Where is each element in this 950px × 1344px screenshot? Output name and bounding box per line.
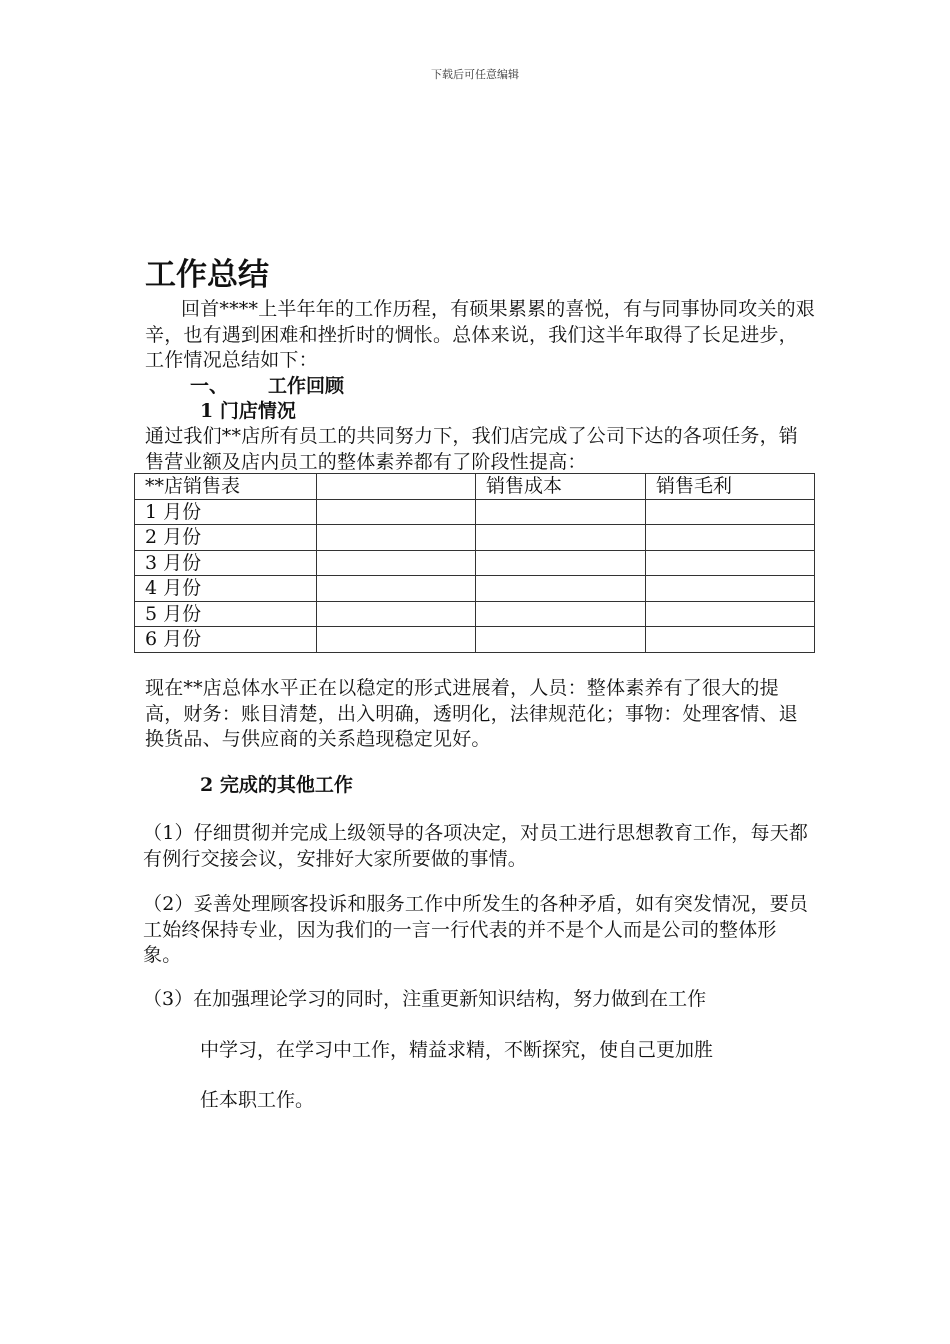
- subheading-other-work: 2 完成的其他工作: [200, 774, 353, 796]
- table-header-row: [135, 474, 815, 500]
- table-row: [135, 627, 815, 653]
- table-cell: [317, 550, 476, 576]
- table-cell: [317, 576, 476, 602]
- subheading-store-status: 1 门店情况: [200, 400, 296, 422]
- summary-paragraph: 现在**店总体水平正在以稳定的形式进展着，人员：整体素养有了很大的提高，财务：账目清楚，出入明确，透明化，法律规范化；事物：处理客情、退换货品、与供应商的关系趋现稳定见好。: [145, 677, 798, 750]
- work-item-3-line: 中学习，在学习中工作，精益求精，不断探究，使自己更加胜: [200, 1038, 714, 1061]
- header-note: 下载后可任意编辑: [431, 68, 519, 81]
- table-cell: [476, 627, 646, 653]
- table-cell: [317, 499, 476, 525]
- table-cell: [317, 601, 476, 627]
- work-item-1: （1）仔细贯彻并完成上级领导的各项决定，对员工进行思想教育工作，每天都有例行交接会议，安排好大家所要做的事情。: [143, 822, 809, 870]
- table-cell: [476, 576, 646, 602]
- table-header-cell: 销售毛利: [646, 474, 815, 500]
- table-cell-month: 5 月份: [135, 601, 317, 627]
- table-cell: [646, 550, 815, 576]
- table-cell: [476, 601, 646, 627]
- table-cell: [646, 576, 815, 602]
- table-row: [135, 576, 815, 602]
- table-cell: [476, 550, 646, 576]
- work-item-3-line: （3）在加强理论学习的同时，注重更新知识结构，努力做到在工作: [143, 988, 707, 1010]
- section-title: 工作回顾: [268, 375, 345, 397]
- table-header-cell: 销售成本: [476, 474, 646, 500]
- intro-paragraph: 回首****上半年年的工作历程，有硕果累累的喜悦，有与同事协同攻关的艰辛，也有遇到困难和挫折时的惆怅。总体来说，我们这半年取得了长足进步，工作情况总结如下：: [145, 298, 816, 371]
- table-cell: [317, 627, 476, 653]
- table-cell-month: 3 月份: [135, 550, 317, 576]
- table-cell: [646, 525, 815, 551]
- table-header-cell: **店销售表: [135, 474, 317, 500]
- table-cell-month: 4 月份: [135, 576, 317, 602]
- section-heading-review: [190, 374, 344, 399]
- page-title: 工作总结: [145, 257, 269, 293]
- table-header-cell: [317, 474, 476, 500]
- table-cell: [646, 601, 815, 627]
- work-item-3-line: 任本职工作。: [200, 1089, 315, 1111]
- table-cell: [646, 499, 815, 525]
- work-item-3: [143, 987, 815, 1139]
- table-row: [135, 601, 815, 627]
- table-cell: [317, 525, 476, 551]
- section-number: 一、: [190, 375, 229, 397]
- table-row: [135, 499, 815, 525]
- table-row: [135, 525, 815, 551]
- table-cell-month: 2 月份: [135, 525, 317, 551]
- table-cell: [476, 525, 646, 551]
- table-cell-month: 6 月份: [135, 627, 317, 653]
- table-cell: [646, 627, 815, 653]
- table-row: [135, 550, 815, 576]
- store-status-paragraph: 通过我们**店所有员工的共同努力下，我们店完成了公司下达的各项任务，销售营业额及店内员工的整体素养都有了阶段性提高：: [145, 425, 799, 473]
- sales-table: [134, 473, 815, 653]
- table-cell-month: 1 月份: [135, 499, 317, 525]
- table-cell: [476, 499, 646, 525]
- work-item-2: （2）妥善处理顾客投诉和服务工作中所发生的各种矛盾，如有突发情况，要员工始终保持专业，因为我们的一言一行代表的并不是个人而是公司的整体形象。: [143, 893, 809, 966]
